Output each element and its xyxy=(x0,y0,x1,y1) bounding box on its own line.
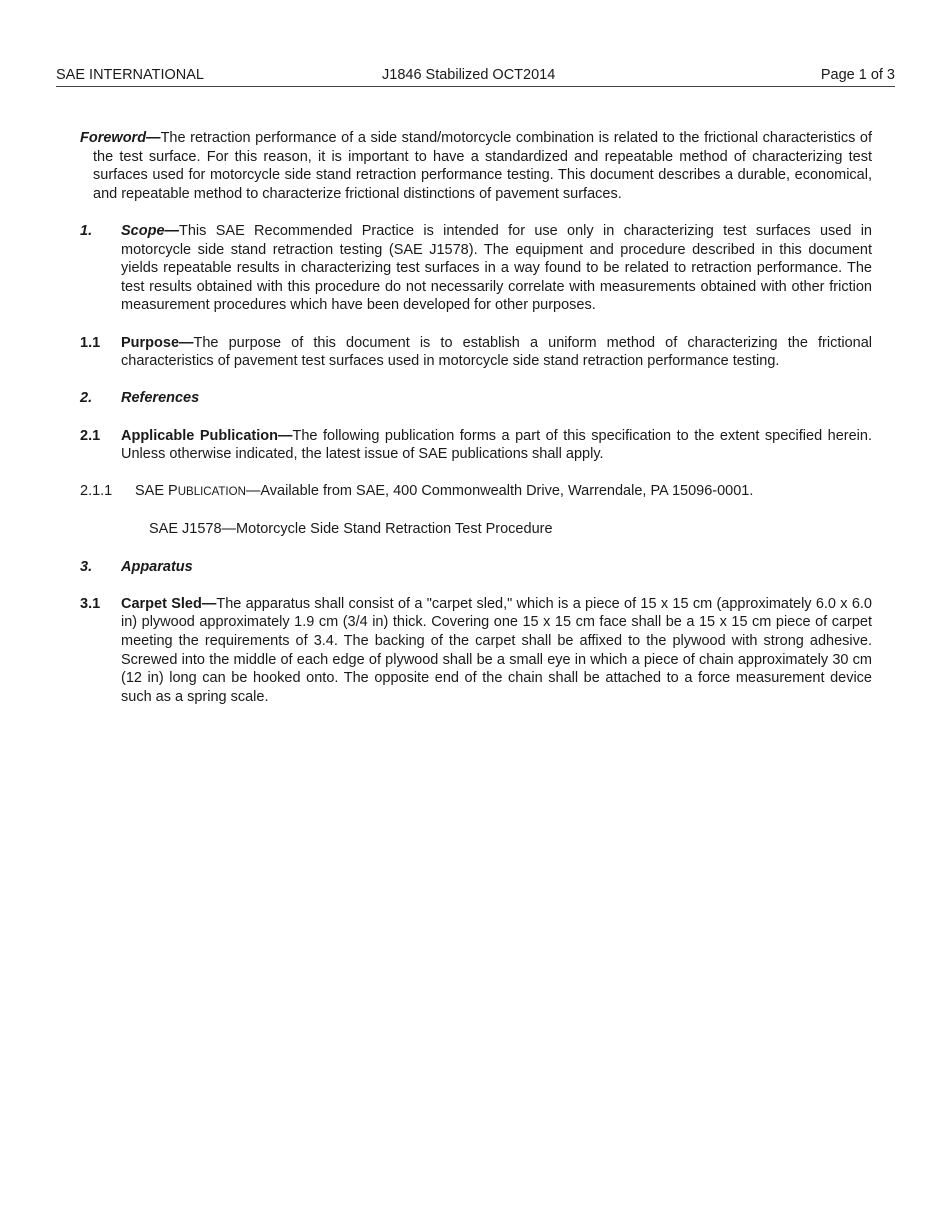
section-title: Purpose— xyxy=(121,334,194,351)
section-title-first: SAE P xyxy=(135,483,178,500)
section-title: Applicable Publication— xyxy=(121,427,293,444)
header-organization: SAE INTERNATIONAL xyxy=(56,67,204,83)
section-title: References xyxy=(121,390,200,407)
section-title: Scope— xyxy=(121,222,180,239)
section-text: This SAE Recommended Practice is intended for use only in characterizing test surfaces used in motorcycle side stand retraction testing (SAE J1578). The equipment and procedure described in this document yields repeatable results in characterizing test surfaces in a way found to be related to retraction performance. The test results obtained with this procedure do not necessarily correlate with measurements obtained with other friction measurement procedures which have been developed for other purposes. xyxy=(121,222,872,314)
header-page-number: Page 1 of 3 xyxy=(820,67,895,83)
section-text: The apparatus shall consist of a "carpet sled," which is a piece of 15 x 15 cm (approximately 6.0 x 6.0 in) plywood approximately 1.9 cm (3/4 in) thick. Covering one 15 x 15 cm face shall be a 15 x 15 cm piece of carpet meeting the requirements of 3.4. The backing of the carpet shall be affixed to the plywood with strong adhesive. Screwed into the middle of each edge of plywood shall be a small eye in which a piece of chain approximately 30 cm (12 in) long can be hooked onto. The opposite end of the chain shall be attached to a force measurement device such as a spring scale. xyxy=(121,595,872,705)
section-2-references xyxy=(80,389,872,408)
section-2-1-1-sae-publication xyxy=(80,482,872,502)
section-3-apparatus xyxy=(80,558,872,577)
reference-item: SAE J1578—Motorcycle Side Stand Retraction Test Procedure xyxy=(149,521,553,538)
section-number: 1.1 xyxy=(80,334,101,351)
section-text: —Available from SAE, 400 Commonwealth Drive, Warrendale, PA 15096-0001. xyxy=(245,483,754,500)
section-title: Apparatus xyxy=(121,558,193,575)
section-text: The purpose of this document is to establish a uniform method of characterizing the frictional characteristics of pavement test surfaces used in motorcycle side stand retraction performance testing. xyxy=(121,334,872,370)
section-1-scope xyxy=(80,222,872,315)
section-2-1-applicable-publication xyxy=(80,427,872,464)
section-number: 2. xyxy=(80,390,93,407)
section-number: 1. xyxy=(80,222,93,239)
section-3-1-carpet-sled xyxy=(80,595,872,707)
section-number: 2.1 xyxy=(80,427,101,444)
header-document-id: J1846 Stabilized OCT2014 xyxy=(382,67,556,83)
section-title-smallcaps: UBLICATION xyxy=(177,486,246,499)
section-title: Carpet Sled— xyxy=(121,595,217,612)
section-1-1-purpose xyxy=(80,334,872,371)
foreword-text: The retraction performance of a side stand/motorcycle combination is related to the frictional characteristics of the test surface. For this reason, it is important to have a standardized and repeatable method of characterizing test surfaces used for motorcycle side stand retraction performance testing. This document describes a durable, economical, and repeatable method to characterize frictional distinctions of pavement surfaces. xyxy=(93,130,872,202)
section-number: 2.1.1 xyxy=(80,483,113,500)
section-number: 3. xyxy=(80,558,93,575)
page-header xyxy=(56,66,895,87)
foreword-paragraph xyxy=(80,129,872,203)
section-text: The following publication forms a part of this specification to the extent specified herein. Unless otherwise indicated, the latest issue of SAE publications shall apply. xyxy=(121,427,872,463)
document-body xyxy=(80,129,872,725)
foreword-title: Foreword— xyxy=(80,130,161,146)
section-number: 3.1 xyxy=(80,595,101,612)
